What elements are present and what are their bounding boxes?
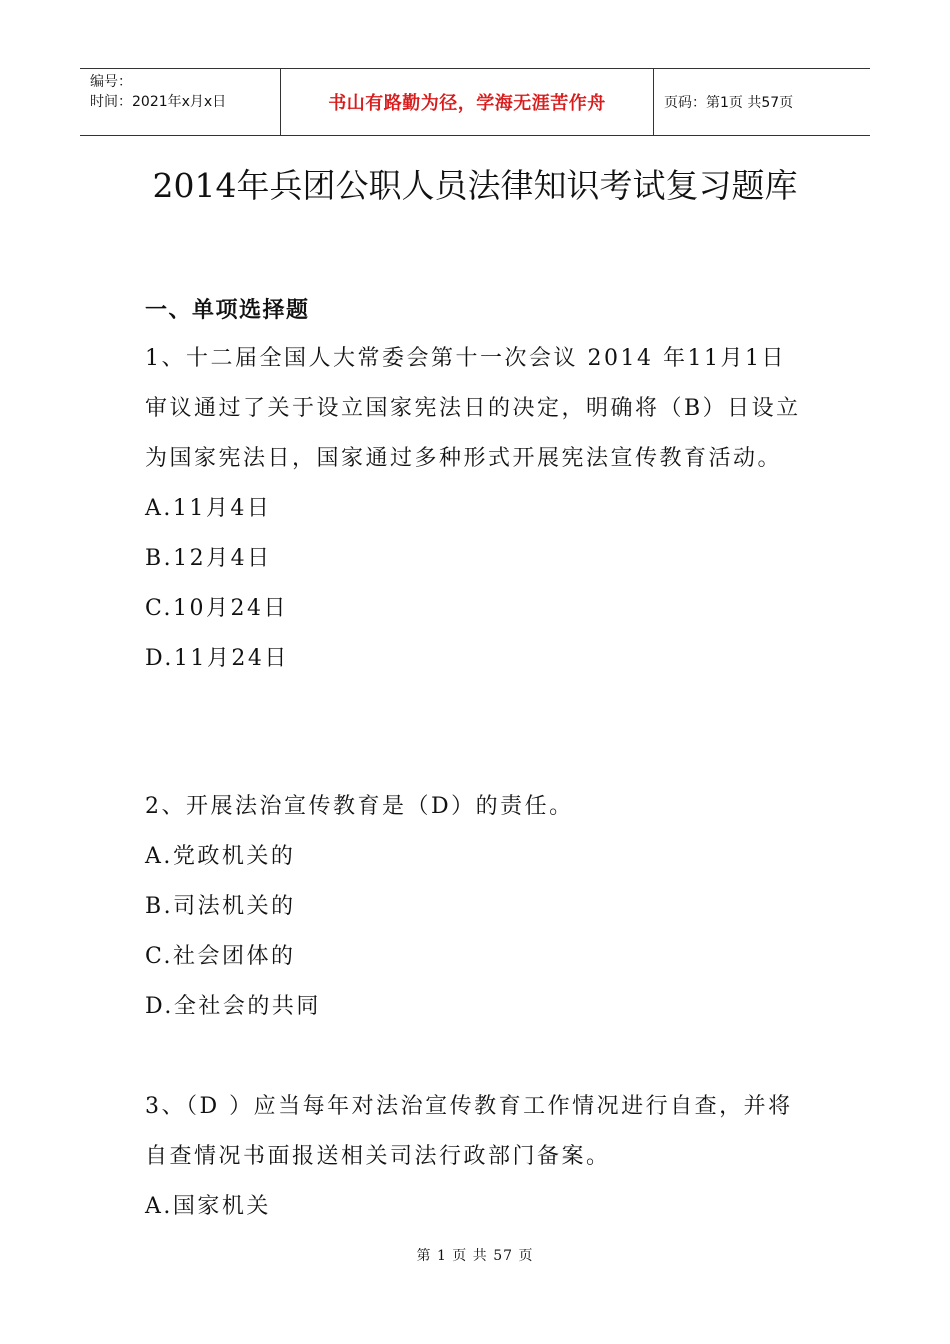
number-label: 编号： [90,74,132,90]
header-meta [80,69,280,135]
option-c: C.社会团体的 [145,944,296,969]
option-c: C.10月24日 [145,596,289,621]
page-header [80,68,870,136]
option-a: A.党政机关的 [145,844,296,869]
page-footer: 第 1 页 共 57 页 [416,1248,534,1264]
question-2 [145,782,810,1032]
question-1 [145,334,810,684]
question-3 [145,1082,810,1232]
option-d: D.11月24日 [145,646,289,671]
document-title: 2014年兵团公职人员法律知识考试复习题库 [152,166,798,205]
question-stem: 3、（D ）应当每年对法治宣传教育工作情况进行自查，并将自查情况书面报送相关司法行政部门备案。 [145,1094,793,1169]
header-page-cell [654,69,870,135]
page-label: 页码：第1页 共57页 [664,95,794,111]
option-d: D.全社会的共同 [145,994,321,1019]
question-stem: 2、开展法治宣传教育是（D）的责任。 [145,794,574,819]
header-motto-cell [280,69,654,135]
question-stem: 1、十二届全国人大常委会第十一次会议 2014 年11月1日审议通过了关于设立国家宪法日的决定，明确将（B）日设立为国家宪法日，国家通过多种形式开展宪法宣传教育活动。 [145,346,801,471]
option-a: A.国家机关 [145,1194,271,1219]
option-a: A.11月4日 [145,496,272,521]
motto-text: 书山有路勤为径，学海无涯苦作舟 [328,93,606,114]
time-label: 时间：2021年x月x日 [90,94,227,110]
option-b: B.12月4日 [145,546,272,571]
section-heading: 一、单项选择题 [145,298,310,323]
option-b: B.司法机关的 [145,894,296,919]
